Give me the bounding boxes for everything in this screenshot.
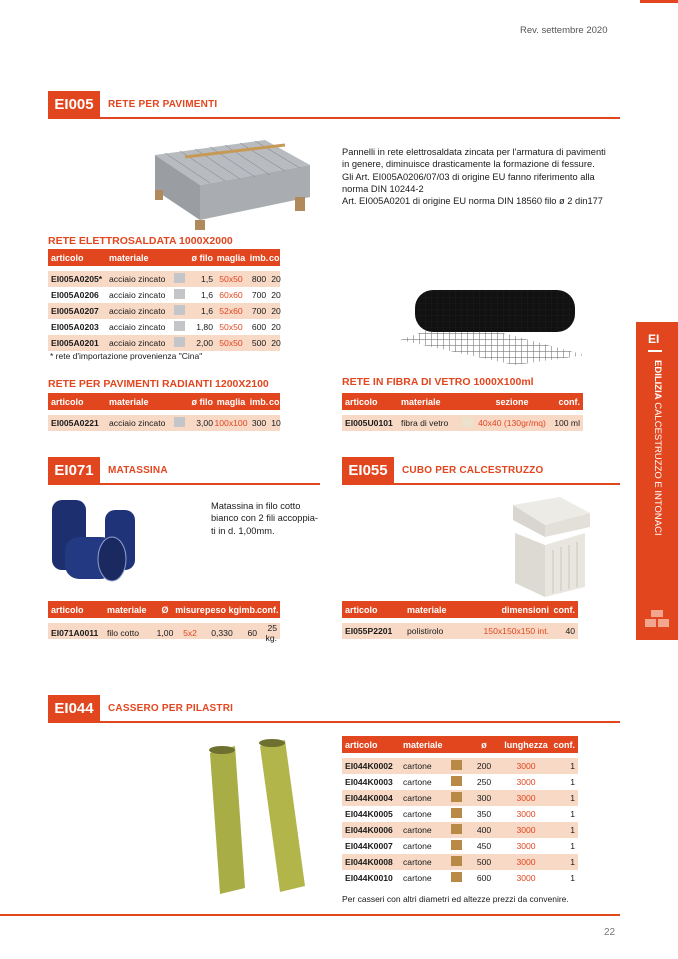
material-swatch xyxy=(171,321,188,333)
table-cell: acciaio zincato xyxy=(109,418,166,428)
table-cell: 50x50 xyxy=(219,322,243,332)
column-header: articolo xyxy=(345,396,378,407)
section-rule xyxy=(48,721,620,723)
table-cell: EI005A0206 xyxy=(51,290,99,300)
table-cell: acciaio zincato xyxy=(109,306,166,316)
table-cell: acciaio zincato xyxy=(109,338,166,348)
table-cell: 1,5 xyxy=(201,274,213,284)
table-cell: 3000 xyxy=(516,825,536,835)
table-cell: 50x50 xyxy=(219,274,243,284)
desc-line: Art. EI005A0201 di origine EU norma DIN 18560 filo ø 2 din177 xyxy=(342,196,603,207)
category-bold: EDILIZIA xyxy=(652,360,663,400)
table-cell: 60x60 xyxy=(219,290,243,300)
material-swatch xyxy=(171,273,188,285)
table-cell: EI071A0011 xyxy=(51,628,99,638)
material-swatch xyxy=(171,417,188,429)
table-cell: EI005A0201 xyxy=(51,338,99,348)
table-header-row xyxy=(48,249,291,266)
column-header: conf. xyxy=(553,739,575,750)
table-cell: EI005A0221 xyxy=(51,418,99,428)
table-cell: 3000 xyxy=(516,809,536,819)
table-cell: cartone xyxy=(403,809,432,819)
column-header: materiale xyxy=(403,739,443,750)
category-rest: CALCESTRUZZO E INTONACI xyxy=(652,399,663,536)
polystyrene-cube-image xyxy=(505,495,595,600)
column-header: articolo xyxy=(51,604,84,615)
table-row xyxy=(48,271,280,287)
table-cell: 1 xyxy=(570,825,575,835)
material-swatch xyxy=(445,776,467,788)
material-swatch xyxy=(445,856,467,868)
table-cell: 1,6 xyxy=(201,306,213,316)
table-row xyxy=(48,623,280,643)
table-cell: 3000 xyxy=(516,873,536,883)
column-header: sezione xyxy=(495,396,529,407)
table-cell: 3,00 xyxy=(196,418,213,428)
table-cell: 3000 xyxy=(516,761,536,771)
table-cell: EI005A0207 xyxy=(51,306,99,316)
page-number: 22 xyxy=(604,927,616,938)
material-swatch xyxy=(445,760,467,772)
fiberglass-mesh-roll-image xyxy=(395,285,590,365)
table-cell: cartone xyxy=(403,761,432,771)
table-row xyxy=(342,415,583,431)
column-header: imb. xyxy=(239,604,258,615)
table-cell: cartone xyxy=(403,793,432,803)
column-header: ø xyxy=(481,739,487,750)
table-cell: polistirolo xyxy=(407,626,444,636)
category-label xyxy=(652,360,663,536)
section-rule xyxy=(48,483,320,485)
table-row xyxy=(48,319,280,335)
table-cell: 5x2 xyxy=(183,628,197,638)
section-title-ei055: CUBO PER CALCESTRUZZO xyxy=(402,465,544,476)
table-cell: 300 xyxy=(476,793,492,803)
table-header-row xyxy=(342,601,578,618)
material-swatch-icon xyxy=(451,760,462,770)
cubo-table xyxy=(342,601,578,639)
table-cell: EI044K0010 xyxy=(345,873,393,883)
column-header: conf. xyxy=(558,396,580,407)
table-cell: 450 xyxy=(476,841,492,851)
material-swatch-icon xyxy=(174,321,185,331)
table-cell: 2,00 xyxy=(196,338,213,348)
material-swatch-icon xyxy=(451,856,462,866)
column-header: articolo xyxy=(345,739,378,750)
table-cell: 0,330 xyxy=(211,628,233,638)
table-cell: 400 xyxy=(476,825,492,835)
revision-label: Rev. settembre 2020 xyxy=(520,25,608,36)
table-cell: 40x40 (130gr/mq) xyxy=(478,418,546,428)
column-header: materiale xyxy=(109,252,149,263)
table-cell: 1 xyxy=(570,873,575,883)
table-cell: 100x100 xyxy=(214,418,248,428)
material-swatch-icon xyxy=(174,289,185,299)
table-cell: fibra di vetro xyxy=(401,418,449,428)
desc-line: norma DIN 10244-2 xyxy=(342,183,424,194)
column-header: peso kg xyxy=(205,604,240,615)
column-header: materiale xyxy=(109,396,149,407)
table-cell: 500 xyxy=(251,338,267,348)
table-cell: 700 xyxy=(251,290,267,300)
desc-line: ti in d. 1,00mm. xyxy=(211,525,275,536)
material-swatch-icon xyxy=(451,776,462,786)
section-title-ei005: RETE PER PAVIMENTI xyxy=(108,99,218,110)
table-cell: acciaio zincato xyxy=(109,322,166,332)
material-swatch xyxy=(445,792,467,804)
table-row xyxy=(342,790,578,806)
table-cell: EI055P2201 xyxy=(345,626,393,636)
section-rule xyxy=(342,483,620,485)
table-row xyxy=(342,623,578,639)
table-cell: 500 xyxy=(476,857,492,867)
column-header: conf. xyxy=(269,396,291,407)
desc-line: bianco con 2 fili accoppia- xyxy=(211,513,318,524)
cassero-note: Per casseri con altri diametri ed altezze prezzi da convenire. xyxy=(342,894,569,904)
material-swatch-icon xyxy=(174,305,185,315)
table-cell: 3000 xyxy=(516,793,536,803)
column-header: lunghezza xyxy=(504,739,548,750)
material-swatch-icon xyxy=(174,337,185,347)
column-header: ø filo xyxy=(191,252,213,263)
table-cell: 350 xyxy=(476,809,492,819)
table-cell: EI044K0004 xyxy=(345,793,393,803)
rete-elettrosaldata-table xyxy=(48,249,291,351)
section-title-ei071: MATASSINA xyxy=(108,465,168,476)
table-cell: cartone xyxy=(403,873,432,883)
table-cell: 600 xyxy=(251,322,267,332)
table-cell: 200 xyxy=(476,761,492,771)
table-cell: 1 xyxy=(570,761,575,771)
category-code: EI xyxy=(648,332,660,346)
material-swatch-icon xyxy=(451,824,462,834)
table-cell: 52x60 xyxy=(219,306,243,316)
table-cell: 20 xyxy=(271,338,281,348)
table-cell: 800 xyxy=(251,274,267,284)
table-cell: 20 xyxy=(271,274,281,284)
footer-rule xyxy=(0,914,620,916)
table-row xyxy=(48,335,280,351)
column-header: conf. xyxy=(553,604,575,615)
column-header: imb. xyxy=(249,396,269,407)
desc-line: Gli Art. EI005A0206/07/03 di origine EU fanno riferimento alla xyxy=(342,171,595,182)
table-cell: 300 xyxy=(251,418,267,428)
table-cell: cartone xyxy=(403,841,432,851)
table-cell: EI044K0005 xyxy=(345,809,393,819)
table-row xyxy=(342,854,578,870)
table-cell: 1 xyxy=(570,793,575,803)
section-title-ei044: CASSERO PER PILASTRI xyxy=(108,703,234,714)
table-cell: cartone xyxy=(403,857,432,867)
table-cell: 3000 xyxy=(516,841,536,851)
table-cell: cartone xyxy=(403,825,432,835)
table-cell: EI044K0002 xyxy=(345,761,393,771)
section-rule xyxy=(48,117,620,119)
column-header: dimensioni xyxy=(501,604,549,615)
cardboard-formwork-tubes-image xyxy=(205,738,315,898)
table-cell: EI044K0008 xyxy=(345,857,393,867)
material-swatch-icon xyxy=(451,808,462,818)
bricks-icon xyxy=(645,610,669,628)
table-cell: EI005A0205* xyxy=(51,274,103,284)
table-cell: 50x50 xyxy=(219,338,243,348)
table-cell: 3000 xyxy=(516,857,536,867)
table-cell: 10 xyxy=(271,418,281,428)
table-cell: acciaio zincato xyxy=(109,290,166,300)
column-header: maglia xyxy=(216,396,246,407)
category-side-tab[interactable] xyxy=(636,322,678,640)
material-swatch-icon xyxy=(451,840,462,850)
column-header: materiale xyxy=(407,604,447,615)
table-cell: 20 xyxy=(271,290,281,300)
table-cell: 1 xyxy=(570,841,575,851)
material-swatch-icon xyxy=(174,417,185,427)
table-cell: EI044K0003 xyxy=(345,777,393,787)
table-cell: 700 xyxy=(251,306,267,316)
table-cell: 1 xyxy=(570,857,575,867)
table-cell: EI044K0007 xyxy=(345,841,393,851)
table-header-row xyxy=(342,393,583,410)
section-code-ei071: EI071 xyxy=(48,457,100,484)
cassero-table xyxy=(342,736,578,886)
table-row xyxy=(342,774,578,790)
table-cell: acciaio zincato xyxy=(109,274,166,284)
desc-line: in genere, diminuisce drasticamente la formazione di fessure. xyxy=(342,159,595,170)
material-swatch xyxy=(445,840,467,852)
rete-radianti-table xyxy=(48,393,291,431)
desc-line: Matassina in filo cotto xyxy=(211,501,301,511)
material-swatch xyxy=(457,417,477,429)
column-header: articolo xyxy=(51,252,84,263)
table-row xyxy=(48,287,280,303)
rete-fibra-vetro-table xyxy=(342,393,583,431)
column-header: Ø xyxy=(161,604,169,615)
table-cell: 3000 xyxy=(516,777,536,787)
table-cell: 25 kg. xyxy=(265,623,277,643)
table-cell: 250 xyxy=(476,777,492,787)
material-swatch xyxy=(445,824,467,836)
table-header-row xyxy=(342,736,578,753)
table-row xyxy=(342,822,578,838)
material-swatch-icon xyxy=(462,417,473,427)
section-code-ei044: EI044 xyxy=(48,695,100,722)
section-code-ei005: EI005 xyxy=(48,91,100,118)
desc-line: Pannelli in rete elettrosaldata zincata per l'armatura di pavimenti xyxy=(342,147,606,157)
table-row xyxy=(342,806,578,822)
material-swatch-icon xyxy=(174,273,185,283)
material-swatch xyxy=(445,872,467,884)
table-row xyxy=(48,415,280,431)
material-swatch xyxy=(171,289,188,301)
column-header: maglia xyxy=(216,252,246,263)
table-cell: cartone xyxy=(403,777,432,787)
table-row xyxy=(48,303,280,319)
table-header-row xyxy=(48,601,280,618)
table3-title: RETE IN FIBRA DI VETRO 1000X100ml xyxy=(342,376,534,388)
section-code-ei055: EI055 xyxy=(342,457,394,484)
rebar-mesh-pallet-image xyxy=(145,135,313,233)
table-row xyxy=(342,758,578,774)
material-swatch xyxy=(171,337,188,349)
table-cell: 600 xyxy=(476,873,492,883)
table-row xyxy=(342,870,578,886)
table-cell: 1,6 xyxy=(201,290,213,300)
table-row xyxy=(342,838,578,854)
table-cell: filo cotto xyxy=(107,628,140,638)
column-header: materiale xyxy=(107,604,147,615)
column-header: conf. xyxy=(269,252,291,263)
material-swatch-icon xyxy=(451,792,462,802)
top-accent-line xyxy=(640,0,678,3)
ei071-description xyxy=(211,500,318,537)
column-header: articolo xyxy=(345,604,378,615)
material-swatch-icon xyxy=(451,872,462,882)
column-header: ø filo xyxy=(191,396,213,407)
table1-title: RETE ELETTROSALDATA 1000X2000 xyxy=(48,235,233,247)
table-cell: 20 xyxy=(271,322,281,332)
table-cell: EI044K0006 xyxy=(345,825,393,835)
table-cell: 1,80 xyxy=(196,322,213,332)
table-cell: 1 xyxy=(570,809,575,819)
table-cell: 150x150x150 int. xyxy=(483,626,549,636)
table-cell: 60 xyxy=(247,628,257,638)
column-header: materiale xyxy=(401,396,441,407)
table-cell: 1 xyxy=(570,777,575,787)
material-swatch xyxy=(445,808,467,820)
ei005-description xyxy=(342,146,606,207)
column-header: conf. xyxy=(257,604,279,615)
table-cell: EI005A0203 xyxy=(51,322,99,332)
wire-coil-image xyxy=(50,495,140,595)
table-cell: 40 xyxy=(565,626,575,636)
column-header: misure xyxy=(175,604,205,615)
table-cell: EI005U0101 xyxy=(345,418,393,428)
table-cell: 100 ml xyxy=(554,418,580,428)
column-header: articolo xyxy=(51,396,84,407)
table-header-row xyxy=(48,393,291,410)
material-swatch xyxy=(171,305,188,317)
category-divider xyxy=(648,350,662,352)
column-header: imb. xyxy=(249,252,269,263)
matassina-table xyxy=(48,601,280,643)
table-cell: 20 xyxy=(271,306,281,316)
table2-title: RETE PER PAVIMENTI RADIANTI 1200X2100 xyxy=(48,378,269,390)
table-cell: 1,00 xyxy=(156,628,174,638)
import-note: * rete d'importazione provenienza "Cina" xyxy=(50,351,203,361)
